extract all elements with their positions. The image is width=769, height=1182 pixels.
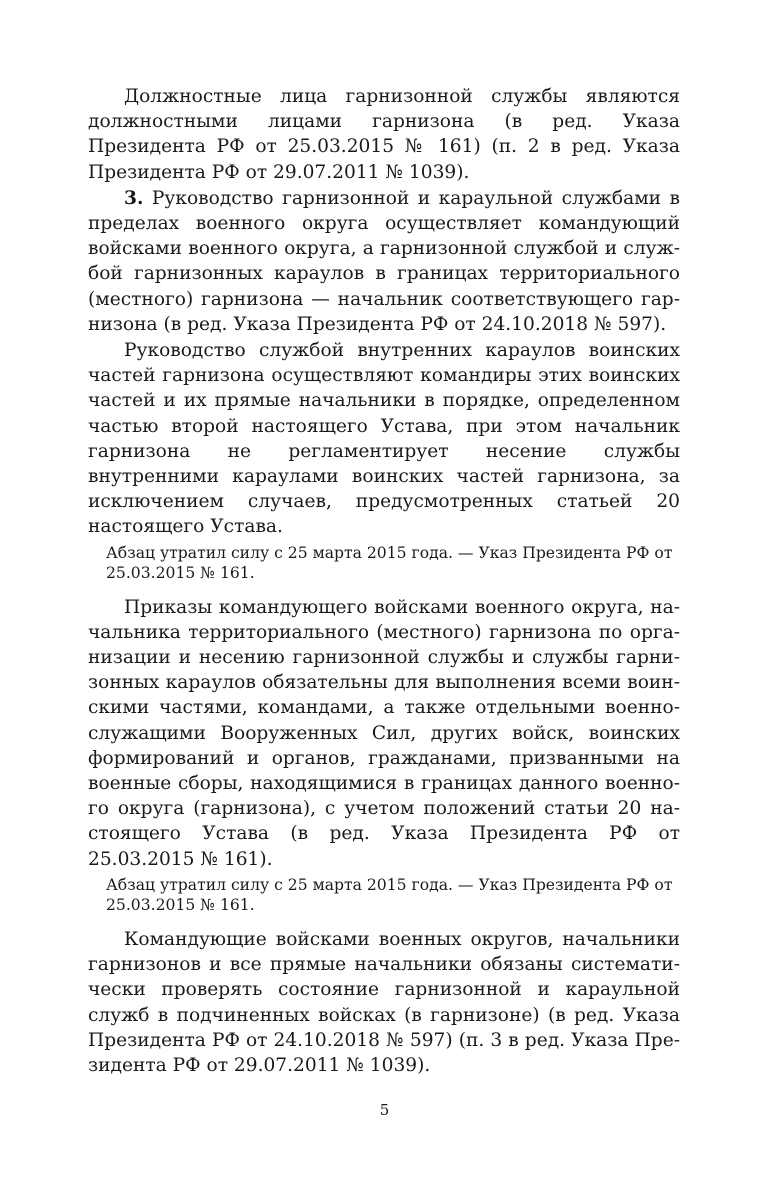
repealed-note [106,543,680,583]
note-text: Абзац утратил силу с 25 марта 2015 года. — Указ Президента РФ от 25.03.2015 № 161. [106,875,673,914]
paragraph-text: Командующие войсками военных округов, начальники гарнизонов и все прямые начальники обязаны систематически проверять состояние гарнизонной и караульной служб в подчиненных войсках (в гарнизоне) (в ред. Указа Президента РФ от 24.10.2018 № 597) (п. 3 в ред. Указа Президента РФ от 29.07.2011 № 1039). [88,928,680,1076]
paragraph-internal-guards [88,338,680,540]
article-number: 3. [124,187,144,209]
repealed-note [106,875,680,915]
note-text: Абзац утратил силу с 25 марта 2015 года. — Указ Президента РФ от 25.03.2015 № 161. [106,543,673,582]
paragraph-text: Руководство гарнизонной и караульной службами в пределах военного округа осуществляет командующий войсками военного округа, а гарнизонной службой и службой гарнизонных караулов в границах территориального (местного) гарнизона — начальник соответствующего гарнизона (в ред. Указа Президента РФ от 24.10.2018 № 597). [88,187,680,335]
paragraph-commanders-duty [88,927,680,1078]
paragraph-orders [88,595,680,872]
paragraph-garrison-officials [88,84,680,185]
paragraph-text: Приказы командующего войсками военного округа, начальника территориального (местного) гарнизона по организации и несению гарнизонной службы и службы гарнизонных караулов обязательны для выполнения всеми воинскими частями, командами, а также отдельными военнослужащими Вооруженных Сил, других войск, воинских формирований и органов, гражданами, призванными на военные сборы, находящимися в границах данного военного округа (гарнизона), с учетом положений статьи 20 настоящего Устава (в ред. Указа Президента РФ от 25.03.2015 № 161). [88,596,680,870]
document-body [88,84,680,1079]
paragraph-article-3 [88,186,680,337]
paragraph-text: Руководство службой внутренних караулов воинских частей гарнизона осуществляют командиры этих воинских частей и их прямые начальники в порядке, определенном частью второй настоящего Устава, при этом начальник гарнизона не регламентирует несение службы внутренними караулами воинских частей гарнизона, за исключением случаев, предусмотренных статьей 20 настоящего Устава. [88,340,680,538]
page-number: 5 [379,1101,390,1119]
paragraph-text: Должностные лица гарнизонной службы являются должностными лицами гарнизона (в ред. Указа Президента РФ от 25.03.2015 № 161) (п. 2 в ред. Указа Президента РФ от 29.07.2011 № 1039). [88,86,680,183]
